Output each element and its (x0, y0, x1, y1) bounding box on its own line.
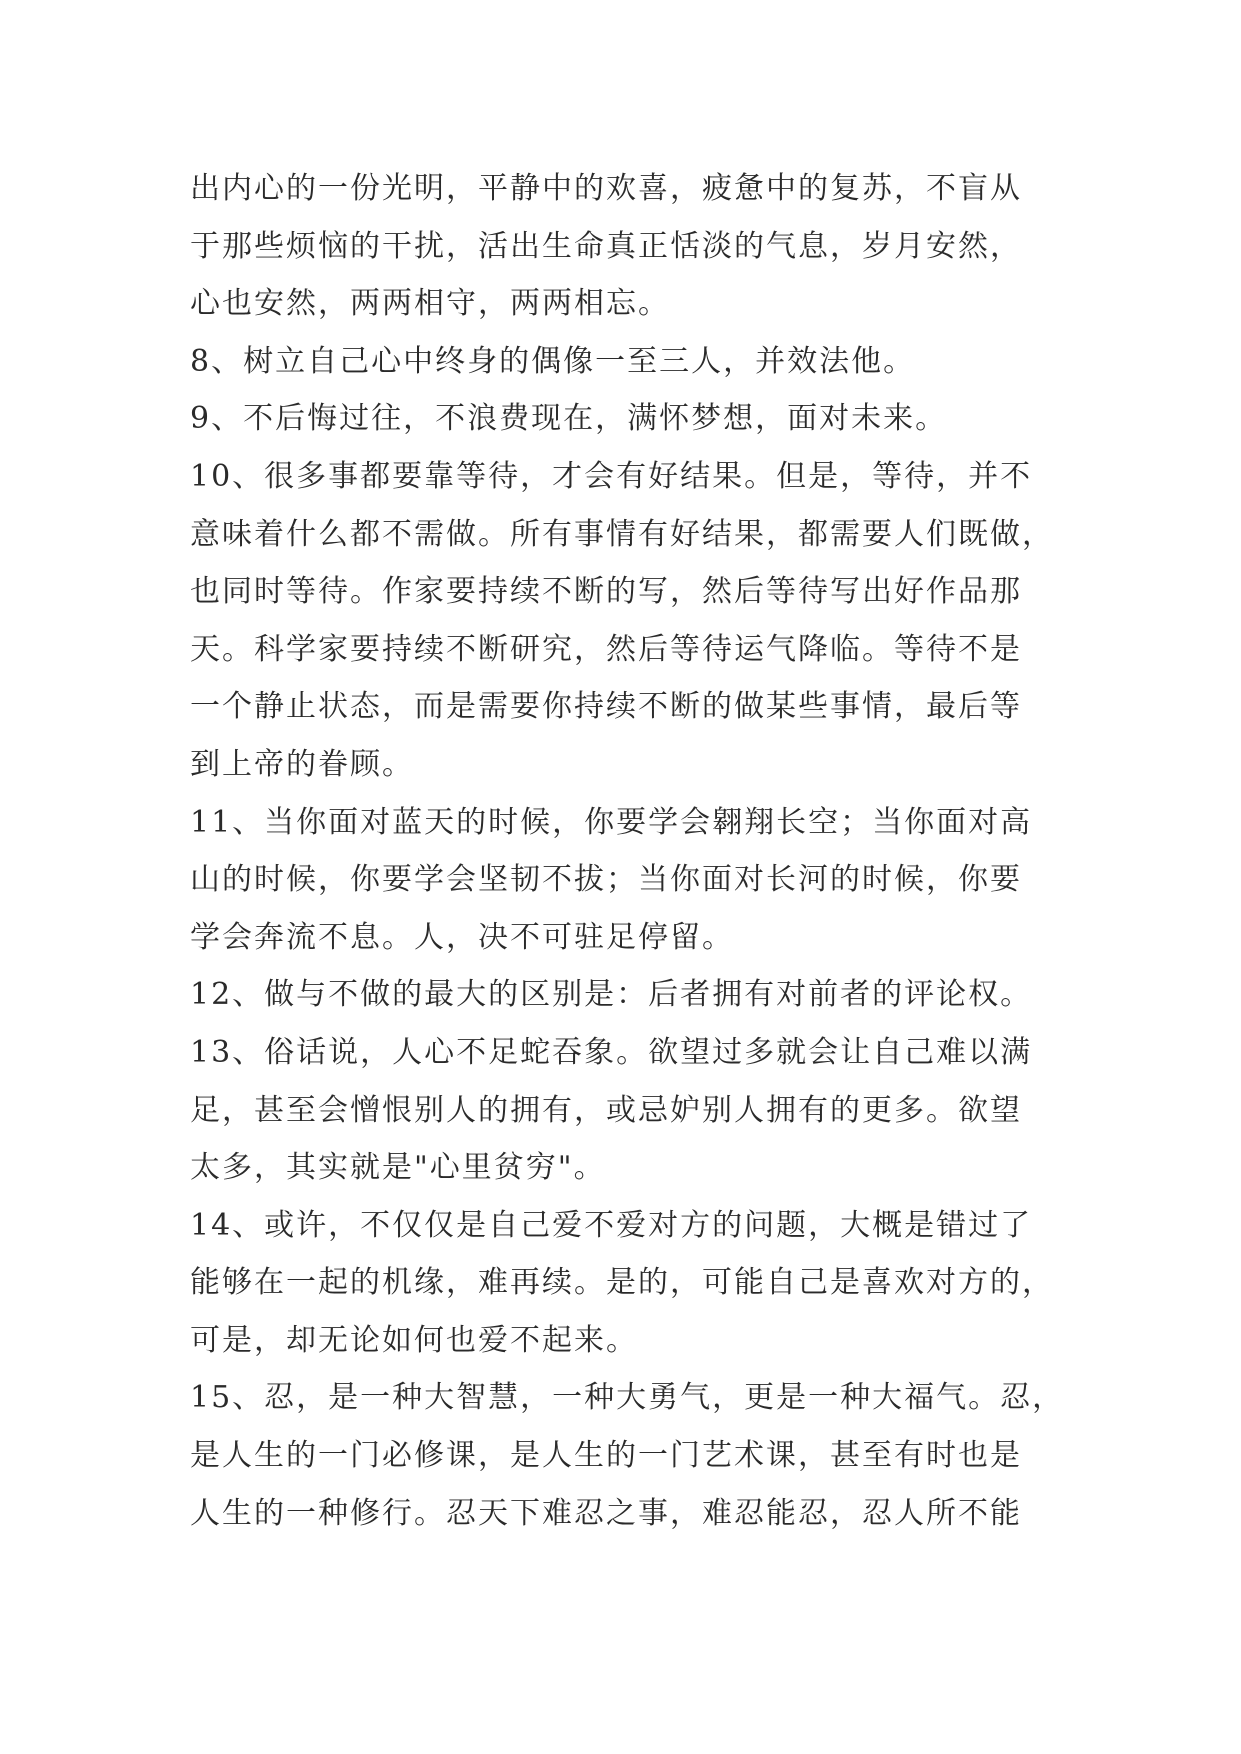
text-line: 足，甚至会憎恨别人的拥有，或忌妒别人拥有的更多。欲望 (190, 1092, 1022, 1128)
text-line: 能够在一起的机缘，难再续。是的，可能自己是喜欢对方的， (190, 1265, 1054, 1301)
text-line: 10、很多事都要靠等待，才会有好结果。但是，等待，并不 (190, 458, 1033, 494)
text-line: 15、忍，是一种大智慧，一种大勇气，更是一种大福气。忍， (190, 1380, 1065, 1416)
body-text (190, 160, 1070, 1542)
text-line: 到上帝的眷顾。 (190, 746, 414, 782)
text-line: 9、不后悔过往，不浪费现在，满怀梦想，面对未来。 (190, 401, 948, 437)
text-line: 13、俗话说，人心不足蛇吞象。欲望过多就会让自己难以满 (190, 1034, 1033, 1070)
text-line: 可是，却无论如何也爱不起来。 (190, 1322, 638, 1358)
text-line: 是人生的一门必修课，是人生的一门艺术课，甚至有时也是 (190, 1438, 1022, 1474)
text-line: 8、树立自己心中终身的偶像一至三人，并效法他。 (190, 343, 916, 379)
text-line: 一个静止状态，而是需要你持续不断的做某些事情，最后等 (190, 689, 1022, 725)
text-line: 出内心的一份光明，平静中的欢喜，疲惫中的复苏，不盲从 (190, 171, 1022, 206)
text-line: 14、或许，不仅仅是自己爱不爱对方的问题，大概是错过了 (190, 1207, 1033, 1243)
text-line: 11、当你面对蓝天的时候，你要学会翱翔长空；当你面对高 (190, 804, 1033, 840)
text-line: 人生的一种修行。忍天下难忍之事，难忍能忍，忍人所不能 (190, 1495, 1022, 1531)
text-line: 太多，其实就是"心里贫穷"。 (190, 1150, 606, 1186)
text-line: 意味着什么都不需做。所有事情有好结果，都需要人们既做， (190, 516, 1054, 552)
text-line: 学会奔流不息。人，决不可驻足停留。 (190, 919, 734, 955)
text-line: 山的时候，你要学会坚韧不拔；当你面对长河的时候，你要 (190, 862, 1022, 898)
text-line: 12、做与不做的最大的区别是：后者拥有对前者的评论权。 (190, 977, 1033, 1013)
text-line: 心也安然，两两相守，两两相忘。 (190, 286, 670, 322)
text-line: 天。科学家要持续不断研究，然后等待运气降临。等待不是 (190, 631, 1022, 667)
text-line: 于那些烦恼的干扰，活出生命真正恬淡的气息，岁月安然， (190, 228, 1022, 264)
text-line: 也同时等待。作家要持续不断的写，然后等待写出好作品那 (190, 574, 1022, 610)
